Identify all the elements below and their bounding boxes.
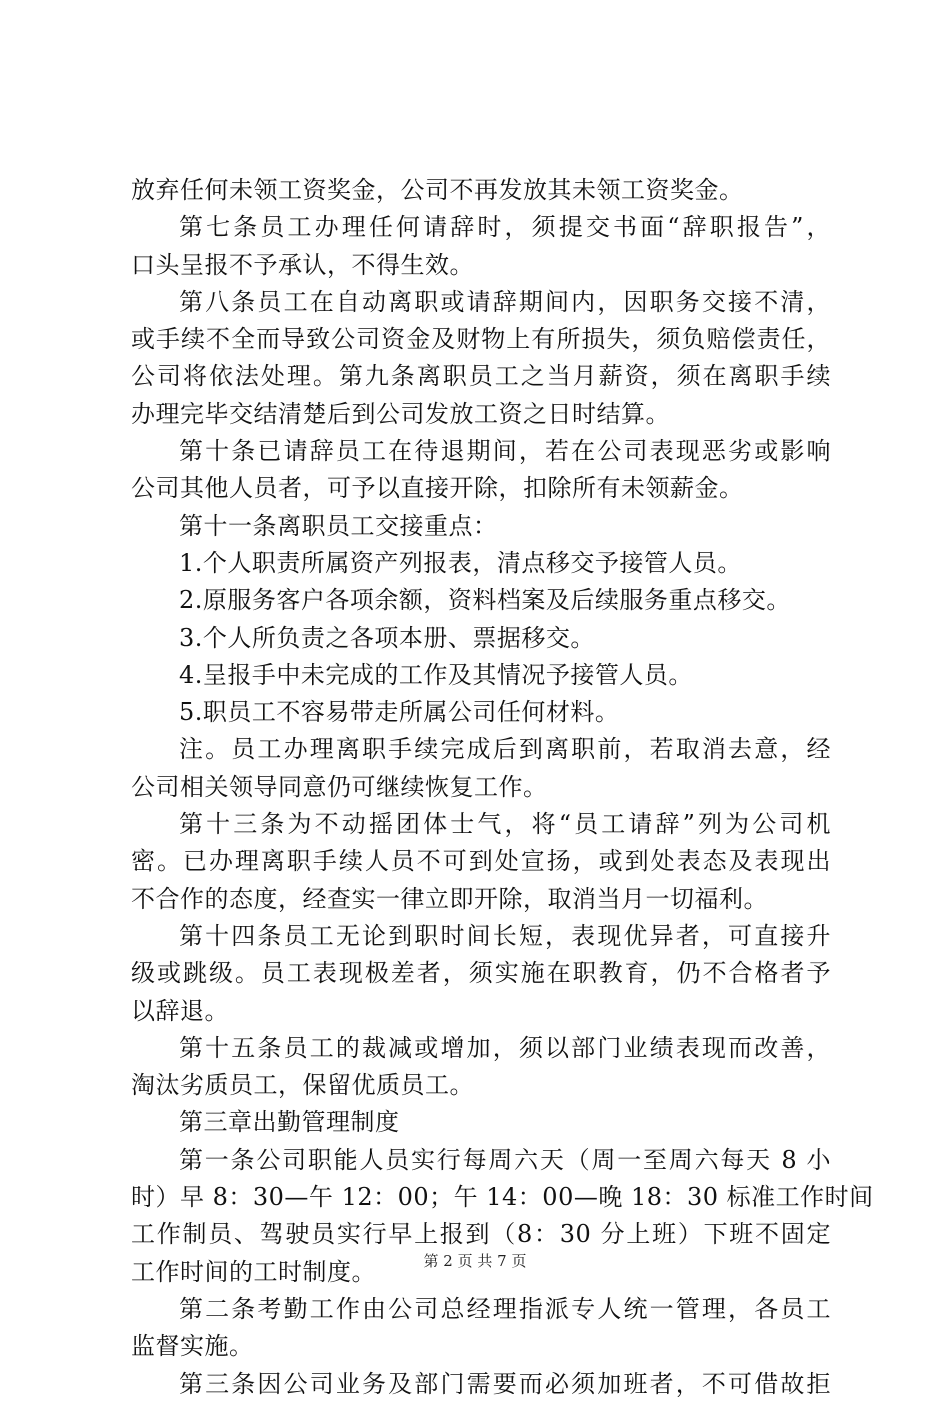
text-line: 第一条公司职能人员实行每周六天（周一至周六每天 8 小 — [179, 1145, 831, 1174]
text-line: 口头呈报不予承认，不得生效。 — [131, 250, 474, 279]
text-line: 办理完毕交结清楚后到公司发放工资之日时结算。 — [131, 399, 670, 428]
text-line: 时）早 8：30—午 12：00；午 14：00—晚 18：30 标准工作时间 — [131, 1183, 874, 1212]
text-line: 3.个人所负责之各项本册、票据移交。 — [179, 623, 595, 652]
text-line: 第二条考勤工作由公司总经理指派专人统一管理，各员工 — [179, 1294, 831, 1323]
text-line: 级或跳级。员工表现极差者，须实施在职教育，仍不合格者予 — [131, 959, 831, 988]
text-line: 第十三条为不动摇团体士气，将“员工请辞”列为公司机 — [179, 810, 831, 839]
text-line: 淘汰劣质员工，保留优质员工。 — [131, 1071, 474, 1100]
text-line: 监督实施。 — [131, 1332, 254, 1361]
text-line: 公司其他人员者，可予以直接开除，扣除所有未领薪金。 — [131, 474, 744, 503]
text-line: 第三条因公司业务及部门需要而必须加班者，不可借故拒 — [179, 1369, 831, 1398]
text-line: 5.职员工不容易带走所属公司任何材料。 — [179, 698, 620, 727]
text-line: 公司相关领导同意仍可继续恢复工作。 — [131, 772, 548, 801]
text-line: 以辞退。 — [131, 996, 229, 1025]
text-line: 第七条员工办理任何请辞时，须提交书面“辞职报告”， — [179, 213, 831, 242]
text-line: 放弃任何未领工资奖金，公司不再发放其未领工资奖金。 — [131, 176, 744, 204]
text-line: 不合作的态度，经查实一律立即开除，取消当月一切福利。 — [131, 884, 768, 913]
page-footer: 第 2 页 共 7 页 — [423, 1252, 527, 1270]
text-line: 第八条员工在自动离职或请辞期间内，因职务交接不清， — [179, 287, 831, 316]
document-body — [131, 172, 874, 1403]
text-line: 第三章出勤管理制度 — [179, 1108, 400, 1137]
text-line: 工作制员、驾驶员实行早上报到（8：30 分上班）下班不固定 — [131, 1220, 831, 1249]
text-line: 1.个人职责所属资产列报表，清点移交予接管人员。 — [179, 548, 742, 577]
text-line: 密。已办理离职手续人员不可到处宣扬，或到处表态及表现出 — [131, 847, 831, 876]
text-line: 第十五条员工的裁减或增加，须以部门业绩表现而改善， — [179, 1033, 831, 1062]
text-line: 公司将依法处理。第九条离职员工之当月薪资，须在离职手续 — [131, 362, 831, 391]
text-line: 或手续不全而导致公司资金及财物上有所损失，须负赔偿责任， — [131, 325, 831, 354]
text-line: 注。员工办理离职手续完成后到离职前，若取消去意，经 — [179, 735, 831, 764]
text-line: 第十四条员工无论到职时间长短，表现优异者，可直接升 — [179, 921, 831, 950]
text-line: 4.呈报手中未完成的工作及其情况予接管人员。 — [179, 660, 693, 689]
text-line: 工作时间的工时制度。 — [131, 1257, 376, 1286]
text-line: 第十条已请辞员工在待退期间，若在公司表现恶劣或影响 — [179, 437, 831, 466]
text-line: 2.原服务客户各项余额，资料档案及后续服务重点移交。 — [179, 586, 791, 615]
text-line: 第十一条离职员工交接重点： — [179, 511, 498, 540]
